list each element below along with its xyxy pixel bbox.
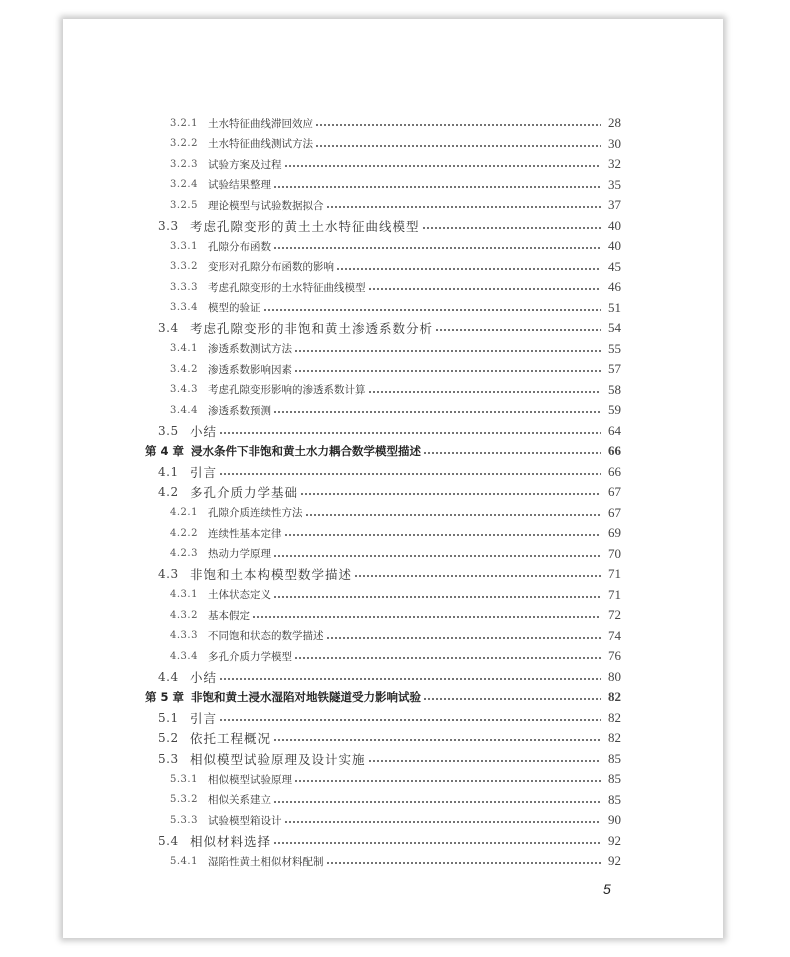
toc-entry-number: 第 5 章 [145, 690, 185, 704]
toc-section-entry [158, 728, 621, 748]
toc-entry-number: 3.3 [158, 218, 179, 233]
toc-section-entry [158, 667, 621, 687]
dot-leader [294, 657, 601, 659]
toc-section-entry [158, 462, 621, 482]
toc-entry-page: 35 [608, 176, 621, 192]
toc-entry-page: 67 [608, 504, 621, 520]
toc-entry-title: 多孔介质力学基础 [190, 485, 299, 500]
dot-leader [294, 350, 601, 352]
dot-leader [273, 247, 601, 249]
toc-entry-number: 4.2.3 [170, 548, 198, 559]
toc-entry-number: 3.4.1 [170, 343, 198, 354]
toc-subsection-entry [170, 790, 621, 810]
toc-entry-title: 引言 [190, 710, 218, 726]
toc-entry-number: 4.3 [158, 567, 179, 581]
toc-entry-page: 32 [608, 156, 621, 171]
toc-entry-title: 相似模型试验原理及设计实施 [190, 751, 366, 767]
toc-subsection-entry [170, 359, 621, 379]
dot-leader [294, 780, 601, 782]
dot-leader [273, 186, 601, 188]
toc-entry-page: 55 [608, 340, 621, 356]
toc-entry-number: 3.5 [158, 423, 179, 438]
toc-entry-title: 小结 [190, 669, 218, 685]
dot-leader [263, 309, 602, 311]
dot-leader [252, 616, 601, 618]
toc-entry-number: 3.2.4 [170, 179, 198, 190]
toc-subsection-entry [170, 851, 621, 871]
toc-entry-page: 85 [608, 750, 621, 766]
toc-entry-page: 30 [608, 135, 621, 151]
toc-entry-title: 相似模型试验原理 [208, 773, 292, 786]
toc-entry-title: 考虑孔隙变形的黄土土水特征曲线模型 [190, 218, 420, 234]
toc-subsection-entry [170, 523, 621, 543]
dot-leader [219, 719, 601, 721]
toc-entry-number: 3.4.2 [170, 363, 198, 375]
dot-leader [273, 801, 601, 803]
toc-entry-number: 3.3.1 [170, 240, 198, 252]
dot-leader [435, 329, 601, 331]
dot-leader [326, 862, 602, 864]
toc-entry-number: 4.1 [158, 464, 179, 479]
toc-entry-title: 相似关系建立 [208, 794, 271, 806]
toc-entry-title: 非饱和黄土浸水湿陷对地铁隧道受力影响试验 [191, 690, 421, 704]
dot-leader [326, 206, 602, 208]
toc-entry-number: 3.3.3 [170, 281, 198, 293]
toc-subsection-entry [170, 585, 621, 605]
toc-subsection-entry [170, 646, 621, 666]
toc-entry-page: 51 [608, 299, 621, 315]
toc-entry-page: 85 [608, 791, 621, 807]
toc-entry-title: 孔隙介质连续性方法 [208, 507, 303, 519]
toc-entry-page: 82 [608, 730, 621, 745]
toc-subsection-entry [170, 195, 621, 215]
toc-entry-title: 渗透系数预测 [208, 404, 271, 417]
toc-entry-number: 5.3.3 [170, 814, 198, 826]
dot-leader [423, 452, 601, 454]
toc-entry-page: 67 [608, 484, 621, 499]
toc-subsection-entry [170, 503, 621, 523]
toc-entry-page: 58 [608, 381, 621, 397]
toc-entry-title: 试验模型箱设计 [208, 814, 282, 827]
dot-leader [315, 124, 601, 126]
toc-entry-number: 3.4.3 [170, 384, 198, 395]
toc-subsection-entry [170, 810, 621, 830]
toc-entry-number: 5.4.1 [170, 855, 198, 867]
page-number: 5 [603, 881, 611, 897]
toc-entry-number: 5.1 [158, 710, 179, 725]
dot-leader [354, 575, 601, 577]
dot-leader [273, 411, 601, 413]
toc-entry-page: 72 [608, 607, 621, 622]
toc-subsection-entry [170, 626, 621, 646]
toc-entry-page: 80 [608, 668, 621, 684]
toc-entry-number: 4.4 [158, 669, 179, 684]
dot-leader [305, 514, 602, 516]
toc-entry-number: 3.3.2 [170, 261, 198, 272]
dot-leader [368, 288, 602, 290]
toc-entry-page: 82 [608, 709, 621, 725]
toc-entry-page: 92 [608, 832, 621, 848]
toc-entry-page: 64 [608, 422, 621, 438]
toc-entry-number: 3.2.3 [170, 158, 198, 170]
toc-entry-title: 湿陷性黄土相似材料配制 [208, 855, 324, 868]
toc-entry-title: 依托工程概况 [190, 731, 272, 746]
toc-entry-title: 土体状态定义 [208, 589, 271, 601]
toc-entry-page: 74 [608, 627, 621, 643]
dot-leader [219, 473, 601, 475]
toc-entry-page: 28 [608, 115, 621, 130]
toc-entry-page: 69 [608, 525, 621, 540]
dot-leader [423, 698, 601, 700]
toc-entry-number: 3.2.1 [170, 117, 198, 129]
dot-leader [273, 739, 601, 741]
toc-subsection-entry [170, 154, 621, 174]
toc-entry-title: 相似材料选择 [190, 833, 272, 849]
toc-entry-title: 引言 [190, 464, 218, 480]
toc-entry-page: 46 [608, 279, 621, 294]
toc-section-entry [158, 482, 621, 502]
dot-leader [315, 145, 601, 147]
toc-entry-title: 多孔介质力学模型 [208, 650, 292, 663]
toc-entry-page: 71 [608, 586, 621, 602]
toc-entry-number: 3.3.4 [170, 302, 198, 313]
toc-entry-number: 3.4.4 [170, 404, 198, 416]
toc-entry-number: 3.4 [158, 321, 179, 335]
toc-subsection-entry [170, 277, 621, 297]
toc-subsection-entry [170, 257, 621, 277]
toc-entry-number: 4.3.3 [170, 630, 198, 641]
toc-section-entry [158, 318, 621, 338]
toc-entry-page: 45 [608, 258, 621, 274]
toc-section-entry [158, 708, 621, 728]
toc-entry-page: 71 [608, 566, 621, 581]
toc-entry-title: 渗透系数影响因素 [208, 363, 292, 376]
toc-entry-title: 基本假定 [208, 609, 250, 622]
toc-entry-number: 5.3 [158, 751, 179, 766]
toc-section-entry [158, 749, 621, 769]
toc-entry-page: 85 [608, 771, 621, 786]
toc-entry-title: 模型的验证 [208, 302, 261, 314]
dot-leader [326, 637, 602, 639]
dot-leader [422, 227, 601, 229]
toc-subsection-entry [170, 134, 621, 154]
toc-entry-number: 5.2 [158, 731, 179, 745]
toc-section-entry [158, 831, 621, 851]
toc-subsection-entry [170, 236, 621, 256]
toc-subsection-entry [170, 298, 621, 318]
toc-chapter-entry [145, 441, 621, 461]
toc-entry-page: 70 [608, 545, 621, 561]
dot-leader [368, 760, 601, 762]
dot-leader [284, 821, 602, 823]
toc-entry-title: 小结 [190, 423, 218, 439]
toc-entry-page: 66 [608, 443, 621, 458]
toc-entry-number: 3.2.2 [170, 138, 198, 149]
toc-entry-title: 浸水条件下非饱和黄土水力耦合数学模型描述 [191, 444, 421, 458]
toc-entry-page: 82 [608, 689, 621, 704]
toc-entry-title: 热动力学原理 [208, 548, 271, 560]
toc-entry-number: 4.2.2 [170, 527, 198, 539]
toc-subsection-entry [170, 175, 621, 195]
toc-entry-title: 考虑孔隙变形的非饱和黄土渗透系数分析 [190, 321, 434, 336]
toc-entry-title: 考虑孔隙变形影响的渗透系数计算 [208, 384, 366, 396]
toc-entry-title: 渗透系数测试方法 [208, 343, 292, 355]
toc-entry-page: 66 [608, 463, 621, 479]
toc-entry-title: 连续性基本定律 [208, 527, 282, 540]
toc-entry-number: 4.3.1 [170, 589, 198, 600]
dot-leader [219, 678, 601, 680]
toc-entry-page: 40 [608, 217, 621, 233]
dot-leader [368, 391, 602, 393]
dot-leader [273, 555, 601, 557]
toc-entry-number: 4.2 [158, 485, 179, 499]
toc-subsection-entry [170, 605, 621, 625]
toc-section-entry [158, 564, 621, 584]
toc-entry-number: 5.3.1 [170, 773, 198, 785]
toc-entry-page: 57 [608, 361, 621, 376]
toc-subsection-entry [170, 400, 621, 420]
toc-entry-number: 4.3.2 [170, 609, 198, 621]
dot-leader [336, 268, 601, 270]
toc-subsection-entry [170, 544, 621, 564]
dot-leader [300, 493, 601, 495]
dot-leader [273, 596, 601, 598]
toc-section-entry [158, 216, 621, 236]
toc-chapter-entry [145, 687, 621, 707]
toc-entry-page: 92 [608, 853, 621, 868]
toc-entry-page: 59 [608, 402, 621, 417]
toc-entry-number: 4.3.4 [170, 650, 198, 662]
toc-subsection-entry [170, 380, 621, 400]
dot-leader [284, 534, 602, 536]
toc-entry-number: 4.2.1 [170, 507, 198, 518]
toc-entry-number: 5.3.2 [170, 794, 198, 805]
dot-leader [273, 842, 601, 844]
toc-entry-title: 土水特征曲线测试方法 [208, 138, 313, 150]
toc-subsection-entry [170, 113, 621, 133]
toc-entry-page: 37 [608, 197, 621, 212]
toc-entry-number: 第 4 章 [145, 444, 185, 458]
toc-entry-page: 90 [608, 812, 621, 827]
dot-leader [219, 432, 601, 434]
toc-entry-title: 土水特征曲线滞回效应 [208, 117, 313, 130]
toc-entry-title: 不同饱和状态的数学描述 [208, 630, 324, 642]
dot-leader [294, 370, 601, 372]
toc-entry-title: 试验结果整理 [208, 179, 271, 191]
toc-section-entry [158, 421, 621, 441]
toc-entry-title: 孔隙分布函数 [208, 240, 271, 253]
toc-entry-title: 试验方案及过程 [208, 158, 282, 171]
toc-subsection-entry [170, 769, 621, 789]
toc-entry-title: 考虑孔隙变形的土水特征曲线模型 [208, 281, 366, 294]
toc-entry-number: 5.4 [158, 833, 179, 848]
toc-entry-page: 40 [608, 238, 621, 253]
dot-leader [284, 165, 602, 167]
toc-entry-page: 54 [608, 320, 621, 335]
toc-subsection-entry [170, 339, 621, 359]
toc-entry-number: 3.2.5 [170, 199, 198, 211]
toc-entry-title: 变形对孔隙分布函数的影响 [208, 261, 334, 273]
toc-entry-title: 理论模型与试验数据拟合 [208, 199, 324, 212]
toc-entry-title: 非饱和土本构模型数学描述 [190, 567, 353, 582]
toc-entry-page: 76 [608, 648, 621, 663]
document-page [63, 19, 723, 938]
